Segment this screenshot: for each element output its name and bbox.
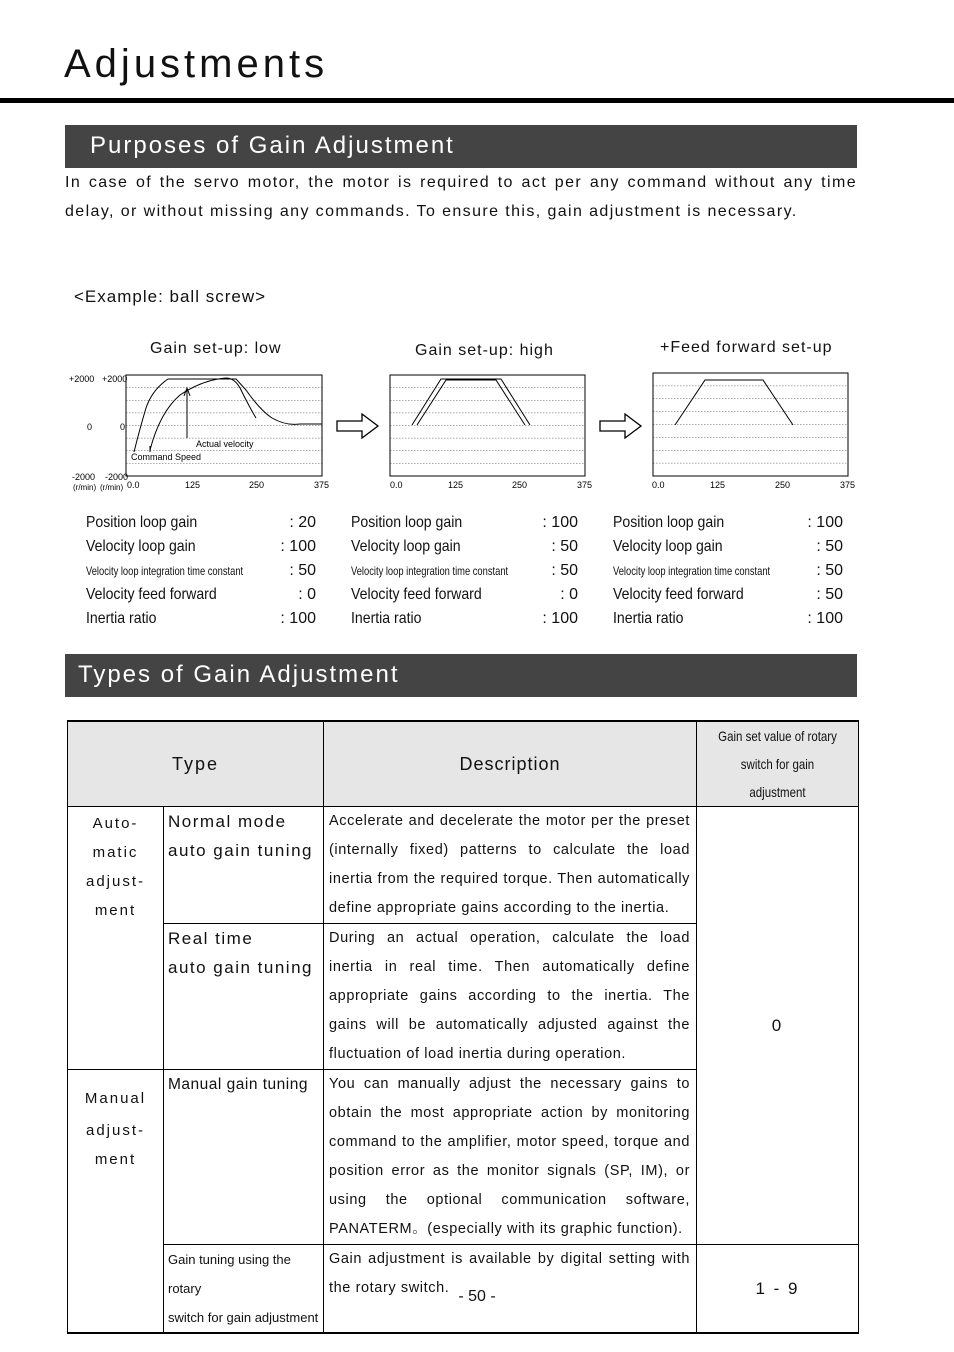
- param-value: : 100: [542, 514, 578, 531]
- y-tick-outer-bottom: -2000: [72, 472, 96, 482]
- param-name: Velocity loop gain: [86, 538, 196, 555]
- param-row: [86, 583, 316, 607]
- param-value: : 50: [551, 562, 578, 579]
- title-rule: [0, 98, 954, 103]
- y-tick-inner-mid: 0: [120, 422, 126, 432]
- param-value: : 100: [280, 610, 316, 627]
- param-value: : 20: [289, 514, 316, 531]
- param-row: [86, 511, 316, 535]
- type-real-time: Real time auto gain tuning: [164, 924, 324, 1070]
- intro-paragraph: In case of the servo motor, the motor is required to act per any command without any time delay, or without missing any commands. To ensure this, gain adjustment is necessary.: [65, 174, 857, 220]
- x-tick: 375: [577, 480, 593, 490]
- param-row: [613, 511, 843, 535]
- param-name: Inertia ratio: [613, 610, 684, 627]
- x-tick: 0.0: [390, 480, 403, 490]
- x-tick: 250: [512, 480, 528, 490]
- param-name: Velocity loop integration time constant: [613, 564, 771, 578]
- param-row: [351, 511, 578, 535]
- desc-normal-mode: Accelerate and decelerate the motor per the preset (internally fixed) patterns to calculate the load inertia from the required torque. Then automatically define appropriate gains according to the inertia.: [324, 807, 697, 924]
- chart-label-high: Gain set-up: high: [415, 342, 554, 359]
- type-manual-gain-tuning: Manual gain tuning: [164, 1070, 324, 1245]
- x-tick: 125: [448, 480, 464, 490]
- header-type: Type: [68, 721, 324, 807]
- y-tick-inner-top: +2000: [102, 374, 128, 384]
- param-value: : 100: [807, 514, 843, 531]
- param-value: : 50: [289, 562, 316, 579]
- section-heading-types: Types of Gain Adjustment: [65, 654, 857, 697]
- section-heading-purposes: Purposes of Gain Adjustment: [65, 125, 857, 168]
- page-title: Adjustments: [64, 42, 329, 86]
- group-manual: Manual adjust- ment: [68, 1070, 164, 1334]
- param-row: [86, 607, 316, 631]
- x-tick: 375: [840, 480, 856, 490]
- param-name: Inertia ratio: [86, 610, 157, 627]
- param-name: Inertia ratio: [351, 610, 422, 627]
- annotation-actual-velocity: Actual velocity: [196, 439, 254, 449]
- y-tick-outer-mid: 0: [87, 422, 93, 432]
- param-name: Velocity feed forward: [351, 586, 482, 603]
- param-value: : 100: [280, 538, 316, 555]
- chart-feed-forward: [642, 368, 862, 498]
- param-value: : 50: [816, 586, 843, 603]
- header-description: Description: [324, 721, 697, 807]
- chart-label-low: Gain set-up: low: [150, 340, 282, 357]
- param-row: [351, 559, 578, 583]
- right-arrow-icon: [599, 413, 643, 439]
- param-value: : 100: [807, 610, 843, 627]
- group-automatic: Auto- matic adjust- ment: [68, 807, 164, 1070]
- annotation-command-speed: Command Speed: [131, 452, 202, 462]
- y-tick-inner-bottom: -2000: [105, 472, 129, 482]
- table-header-row: [68, 721, 859, 807]
- header-gain-value: Gain set value of rotary switch for gain adjustment: [697, 721, 859, 807]
- param-value: : 100: [542, 610, 578, 627]
- type-normal-mode: Normal mode auto gain tuning: [164, 807, 324, 924]
- desc-real-time: During an actual operation, calculate the load inertia in real time. Then automatically define appropriate gains according to the inertia. The gains will be automatically adjusted against the fluctuation of load inertia during operation.: [324, 924, 697, 1070]
- param-row: [86, 559, 316, 583]
- param-value: : 50: [816, 538, 843, 555]
- x-tick: 250: [249, 480, 265, 490]
- param-value: : 0: [298, 586, 316, 603]
- x-tick: 125: [185, 480, 201, 490]
- actual-velocity-line: [417, 380, 525, 425]
- param-name: Velocity loop gain: [351, 538, 461, 555]
- gain-adjustment-table: [67, 720, 859, 1334]
- chart-label-feedforward: +Feed forward set-up: [660, 339, 833, 356]
- param-list-low: [86, 511, 316, 631]
- y-unit-inner: (r/min): [100, 483, 124, 492]
- command-speed-line: [412, 379, 530, 425]
- y-unit-outer: (r/min): [73, 483, 97, 492]
- chart-gain-low: [60, 368, 340, 498]
- example-label: <Example: ball screw>: [74, 287, 267, 306]
- page-number: - 50 -: [458, 1288, 496, 1305]
- param-row: [613, 607, 843, 631]
- param-name: Position loop gain: [351, 514, 463, 531]
- param-row: [351, 607, 578, 631]
- param-value: : 50: [816, 562, 843, 579]
- param-name: Velocity feed forward: [613, 586, 744, 603]
- param-name: Position loop gain: [86, 514, 198, 531]
- param-row: [613, 559, 843, 583]
- param-list-high: [351, 511, 578, 631]
- type-rotary-switch: Gain tuning using the rotary switch for gain adjustment: [164, 1245, 324, 1334]
- x-tick: 0.0: [652, 480, 665, 490]
- param-row: [613, 583, 843, 607]
- x-tick: 250: [775, 480, 791, 490]
- desc-manual-gain-tuning: You can manually adjust the necessary gains to obtain the most appropriate action by monitoring command to the amplifier, motor speed, torque and position error as the monitor signals (SP, IM), or using the optional communication software, PANATERM。(especially with its graphic function).: [324, 1070, 697, 1245]
- gain-value-rotary: 1 - 9: [697, 1245, 859, 1334]
- y-tick-outer-top: +2000: [69, 374, 95, 384]
- param-list-feedforward: [613, 511, 843, 631]
- desc-rotary-switch: Gain adjustment is available by digital setting with the rotary switch.: [324, 1245, 697, 1334]
- param-name: Velocity loop integration time constant: [351, 564, 509, 578]
- chart-gain-high: [380, 368, 600, 498]
- right-arrow-icon: [336, 413, 380, 439]
- param-row: [613, 535, 843, 559]
- param-row: [86, 535, 316, 559]
- command-speed-line: [675, 380, 793, 425]
- param-row: [351, 583, 578, 607]
- x-tick: 375: [314, 480, 330, 490]
- x-tick: 0.0: [127, 480, 140, 490]
- param-name: Position loop gain: [613, 514, 725, 531]
- param-name: Velocity loop gain: [613, 538, 723, 555]
- gain-value-auto: 0: [697, 807, 859, 1245]
- x-tick: 125: [710, 480, 726, 490]
- param-value: : 0: [560, 586, 578, 603]
- param-value: : 50: [551, 538, 578, 555]
- param-row: [351, 535, 578, 559]
- param-name: Velocity loop integration time constant: [86, 564, 244, 578]
- table-row: [68, 807, 859, 924]
- param-name: Velocity feed forward: [86, 586, 217, 603]
